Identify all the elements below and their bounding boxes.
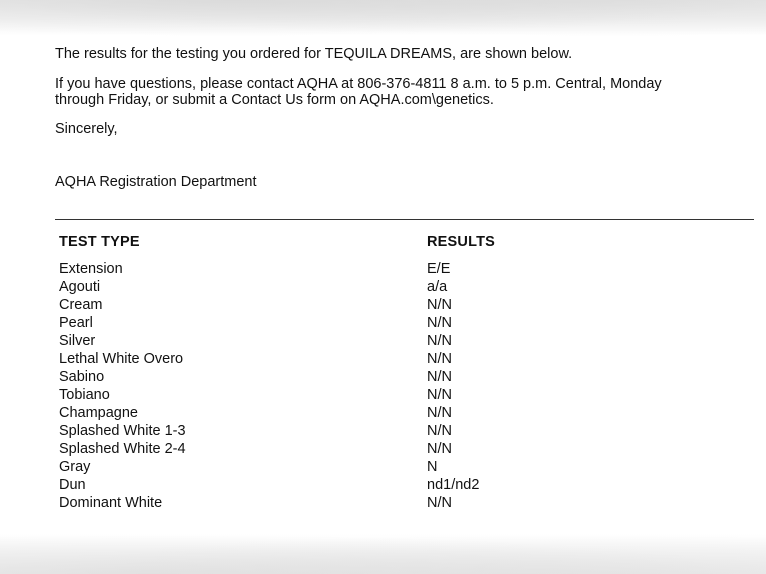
table-row: [59, 440, 619, 458]
table-row: [59, 260, 619, 278]
test-result: N/N: [427, 315, 452, 331]
test-name: Cream: [59, 297, 103, 313]
test-result: N/N: [427, 369, 452, 385]
test-result: N/N: [427, 387, 452, 403]
test-name: Silver: [59, 333, 96, 349]
table-row: [59, 296, 619, 314]
test-result: N/N: [427, 405, 452, 421]
table-row: [59, 368, 619, 386]
table-row: [59, 350, 619, 368]
test-name: Pearl: [59, 315, 93, 331]
test-name: Lethal White Overo: [59, 351, 184, 367]
test-name: Tobiano: [59, 387, 110, 403]
test-name: Splashed White 2-4: [59, 441, 186, 457]
table-row: [59, 476, 619, 494]
table-row: [59, 386, 619, 404]
table-row: [59, 314, 619, 332]
section-divider: [55, 219, 754, 220]
bottom-blurred-edge: [0, 534, 766, 574]
contact-line-2: through Friday, or submit a Contact Us form on AQHA.com\genetics.: [55, 91, 494, 108]
test-result: N/N: [427, 351, 452, 367]
test-result: nd1/nd2: [427, 477, 480, 493]
test-result: N/N: [427, 495, 452, 511]
test-name: Extension: [59, 261, 123, 277]
test-name: Dominant White: [59, 495, 163, 511]
header-test-type: TEST TYPE: [59, 234, 140, 250]
contact-paragraph: [55, 77, 755, 108]
results-table: [59, 260, 619, 512]
table-row: [59, 458, 619, 476]
test-result: N/N: [427, 441, 452, 457]
top-blurred-edge: [0, 0, 766, 36]
table-row: [59, 494, 619, 512]
header-results: RESULTS: [427, 234, 495, 250]
test-result: N/N: [427, 297, 452, 313]
test-result: E/E: [427, 261, 451, 277]
test-result: a/a: [427, 279, 448, 295]
table-row: [59, 422, 619, 440]
test-name: Gray: [59, 459, 91, 475]
test-result: N: [427, 459, 438, 475]
test-name: Splashed White 1-3: [59, 423, 186, 439]
test-name: Dun: [59, 477, 86, 493]
test-name: Agouti: [59, 279, 101, 295]
signature-department: AQHA Registration Department: [55, 174, 257, 190]
intro-paragraph: The results for the testing you ordered for TEQUILA DREAMS, are shown below.: [55, 46, 573, 62]
table-row: [59, 332, 619, 350]
test-result: N/N: [427, 423, 452, 439]
contact-line-1: If you have questions, please contact AQHA at 806-376-4811 8 a.m. to 5 p.m. Central, Monday: [55, 76, 662, 92]
table-row: [59, 404, 619, 422]
test-result: N/N: [427, 333, 452, 349]
closing-salutation: Sincerely,: [55, 121, 118, 137]
table-row: [59, 278, 619, 296]
test-name: Champagne: [59, 405, 138, 421]
test-name: Sabino: [59, 369, 105, 385]
